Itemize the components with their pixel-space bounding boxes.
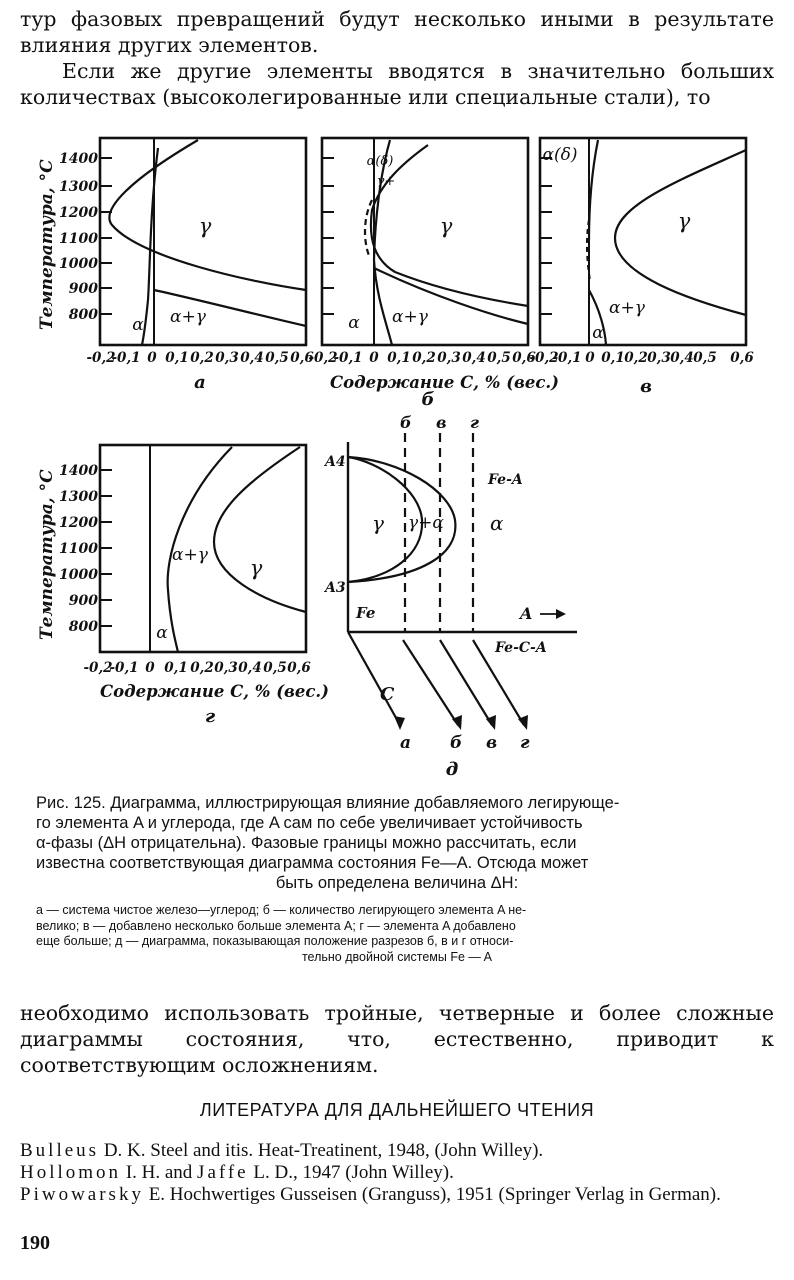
x-tick: 0,5 (265, 350, 289, 366)
y-tick: 1300 (59, 489, 98, 505)
ref-author: Piwowarsky (20, 1184, 144, 1205)
section-label: б (400, 413, 412, 432)
ref-author: Hollomon (20, 1162, 122, 1183)
y-tick: 1100 (59, 541, 98, 557)
y-tick: 1300 (59, 179, 98, 195)
x-tick: 0 (585, 350, 595, 366)
legend-line: а — система чистое железо—углерод; б — количество легирующего элемента A не- (36, 903, 527, 917)
x-tick: -0,1 (552, 350, 582, 366)
x-tick: 0 (145, 660, 155, 676)
region-alpha: α (348, 313, 360, 333)
y-axis-label: Температура, °С (37, 469, 57, 640)
label-a-arrow: A (520, 604, 533, 623)
ref-text: E. Hochwertiges Gusseisen (Granguss), 1951 (Springer Verlag in German). (148, 1184, 721, 1205)
ref-author: Bulleus (20, 1140, 100, 1161)
d-region-gamma: γ (372, 511, 384, 535)
region-alpha: α (156, 623, 168, 643)
panel-letter-d: д (445, 759, 459, 780)
y-tick: 1000 (59, 567, 98, 583)
legend-line: тельно двойной системы Fe — A (301, 949, 493, 964)
label-fe-a: Fe-A (488, 472, 523, 488)
x-tick: 0 (369, 350, 379, 366)
d-region-alpha: α (490, 511, 504, 535)
reference-2 (20, 1162, 774, 1183)
label-c-arrow: C (380, 684, 395, 705)
section-label: г (470, 413, 479, 432)
y-tick: 800 (68, 307, 98, 323)
legend-line: велико; в — добавлено несколько больше элемента A; г — элемента A добавлено (36, 918, 516, 933)
label-fe: Fe (356, 604, 376, 622)
figure-125 (0, 130, 794, 790)
bottom-paragraph: необходимо использовать тройные, четверные и более сложные диаграммы состояния, что, естественно, приводит к соответствующим осложнениям. (20, 1001, 774, 1077)
arrow-label: б (450, 733, 463, 753)
caption-line: известна соответствующая диаграмма состояния Fe—A. Отсюда может (36, 854, 589, 872)
x-tick: 0,5 (693, 350, 717, 366)
x-tick: 0,3 (214, 660, 238, 676)
x-tick: -0,1 (109, 660, 139, 676)
x-tick: 0,3 (215, 350, 239, 366)
caption-line: Рис. 125. Диаграмма, иллюстрирующая влияние добавляемого легирующе- (36, 794, 620, 812)
x-tick: 0 (147, 350, 157, 366)
literature-heading: ЛИТЕРАТУРА ДЛЯ ДАЛЬНЕЙШЕГО ЧТЕНИЯ (199, 1100, 595, 1120)
ref-text: I. H. and (125, 1162, 193, 1183)
page-number: 190 (20, 1232, 50, 1254)
caption-line: α-фазы (ΔH отрицательна). Фазовые границы можно рассчитать, если (36, 834, 577, 852)
arrow-label: в (486, 733, 498, 753)
panel-letter-a: а (194, 372, 206, 393)
region-alpha-delta: α(δ) (366, 154, 394, 169)
region-gamma: γ (249, 556, 263, 580)
y-tick: 1400 (59, 463, 98, 479)
region-alpha: α (592, 323, 604, 343)
panel-d (348, 433, 577, 725)
region-gamma: γ (439, 214, 453, 238)
x-tick: -0,2 (308, 350, 338, 366)
x-tick: 0,2 (624, 350, 648, 366)
panel-letter-v: в (640, 376, 652, 397)
y-tick: 900 (68, 593, 98, 609)
caption-line: быть определена величина ΔH: (275, 874, 519, 892)
panel-letter-b: б (421, 389, 435, 410)
label-A4: A4 (325, 454, 346, 470)
x-tick: -0,1 (111, 350, 141, 366)
arrow-label: г (520, 733, 530, 753)
x-tick: -0,2 (83, 660, 113, 676)
x-tick: 0,3 (437, 350, 461, 366)
x-tick: 0,4 (240, 350, 264, 366)
top-text (20, 6, 774, 110)
y-axis-label: Температура, °С (37, 159, 57, 330)
figure-caption (36, 793, 758, 893)
x-tick: 0,1 (601, 350, 625, 366)
d-region-gamma-alpha: γ+α (408, 513, 444, 533)
region-alpha: α (132, 315, 144, 335)
ref-text: D. K. Steel and itis. Heat-Treatinent, 1948, (John Willey). (103, 1140, 544, 1161)
y-tick: 1400 (59, 151, 98, 167)
ref-text: L. D., 1947 (John Willey). (253, 1162, 454, 1183)
region-gamma: γ (198, 214, 212, 238)
panel-letter-g: г (204, 706, 216, 727)
x-tick: 0,3 (647, 350, 671, 366)
y-tick: 900 (68, 281, 98, 297)
legend-line: еще больше; д — диаграмма, показывающая положение разрезов б, в и г относи- (36, 934, 514, 948)
caption-legend (36, 903, 758, 965)
x-tick: 0,4 (670, 350, 694, 366)
region-gamma-plus: γ+ (376, 174, 396, 189)
reference-3 (20, 1184, 774, 1205)
y-tick: 1000 (59, 256, 98, 272)
bottom-text (20, 1000, 774, 1078)
label-fe-c-a: Fe-C-A (495, 640, 547, 656)
ref-author: Jaffe (197, 1162, 249, 1183)
top-paragraph: Если же другие элементы вводятся в значительно больших количествах (высоколегированные или специальные стали), то (20, 59, 774, 109)
x-tick: 0,2 (190, 350, 214, 366)
label-A3: A3 (325, 580, 346, 596)
x-tick: 0,2 (190, 660, 214, 676)
y-tick: 1200 (59, 205, 98, 221)
x-tick: 0,1 (387, 350, 411, 366)
region-alpha-gamma: α+γ (392, 307, 428, 327)
x-tick: -0,1 (333, 350, 363, 366)
section-label: в (436, 413, 447, 432)
x-tick: 0,6 (512, 350, 536, 366)
y-tick: 800 (68, 619, 98, 635)
x-tick: 0,6 (730, 350, 754, 366)
x-tick: 0,1 (164, 660, 188, 676)
x-axis-label: Содержание С, % (вес.) (100, 682, 329, 701)
region-alpha-gamma: α+γ (609, 298, 645, 318)
region-alpha-gamma: α+γ (172, 545, 208, 565)
x-tick: 0,5 (263, 660, 287, 676)
x-tick: 0,4 (238, 660, 262, 676)
x-tick: -0,2 (86, 350, 116, 366)
x-tick: 0,6 (287, 660, 311, 676)
region-alpha-gamma: α+γ (170, 307, 206, 327)
region-gamma: γ (677, 209, 691, 233)
region-alpha-delta: α(δ) (542, 145, 578, 165)
x-axis-label: Содержание С, % (вес.) (330, 373, 559, 392)
top-line: тур фазовых превращений будут несколько иными в результате влияния других элементов. (20, 7, 774, 57)
x-tick: -0,2 (529, 350, 559, 366)
arrow-label: а (400, 733, 412, 753)
x-tick: 0,4 (462, 350, 486, 366)
x-tick: 0,1 (165, 350, 189, 366)
y-tick: 1100 (59, 231, 98, 247)
y-tick: 1200 (59, 515, 98, 531)
x-tick: 0,2 (412, 350, 436, 366)
x-tick: 0,5 (487, 350, 511, 366)
x-tick: 0,6 (290, 350, 314, 366)
reference-1 (20, 1140, 774, 1161)
caption-line: го элемента A и углерода, где A сам по себе увеличивает устойчивость (36, 814, 583, 832)
